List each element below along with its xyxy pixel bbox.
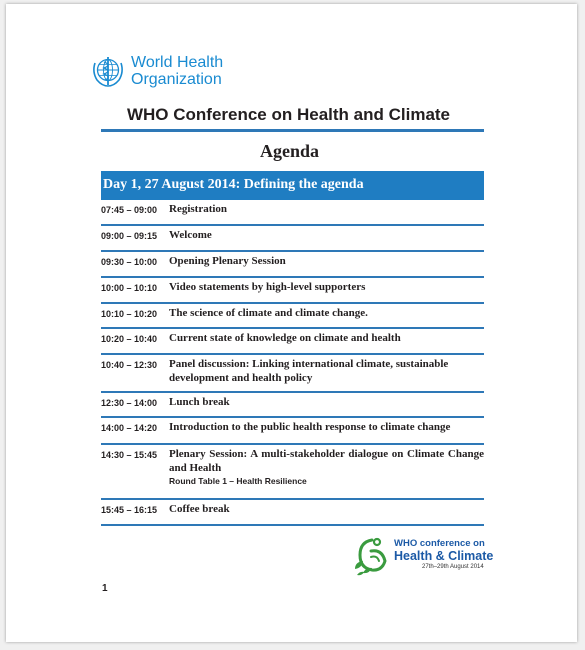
who-wordmark bbox=[131, 54, 223, 88]
agenda-title: Agenda bbox=[259, 141, 319, 161]
row-time: 09:00 – 09:15 bbox=[101, 231, 158, 241]
day-header: Day 1, 27 August 2014: Defining the agenda bbox=[101, 171, 484, 200]
agenda-row bbox=[101, 226, 484, 252]
agenda-row bbox=[101, 200, 484, 226]
row-time: 10:40 – 12:30 bbox=[101, 360, 158, 370]
row-event: Video statements by high-level supporters bbox=[169, 281, 366, 293]
row-time: 10:20 – 10:40 bbox=[101, 334, 158, 344]
row-time: 07:45 – 09:00 bbox=[101, 205, 158, 215]
agenda-row bbox=[101, 304, 484, 329]
row-event-subtitle: Round Table 1 – Health Resilience bbox=[169, 476, 307, 486]
who-wordmark-line2: Organization bbox=[131, 71, 222, 88]
row-time: 14:00 – 14:20 bbox=[101, 423, 158, 433]
agenda-row bbox=[101, 252, 484, 278]
conference-logo-dates: 27th–29th August 2014 bbox=[422, 564, 484, 570]
row-event: Opening Plenary Session bbox=[169, 255, 286, 267]
row-event: Panel discussion: Linking international climate, sustainable development and health policy bbox=[169, 358, 449, 384]
conference-logo-line2: Health & Climate bbox=[394, 549, 494, 563]
who-logo bbox=[91, 54, 223, 88]
row-event: Introduction to the public health response to climate change bbox=[169, 421, 451, 433]
row-time: 10:10 – 10:20 bbox=[101, 309, 158, 319]
row-time: 12:30 – 14:00 bbox=[101, 398, 158, 408]
agenda-row bbox=[101, 278, 484, 304]
row-time: 09:30 – 10:00 bbox=[101, 257, 158, 267]
document-page bbox=[6, 4, 577, 642]
mother-child-icon bbox=[351, 535, 391, 577]
row-time: 15:45 – 16:15 bbox=[101, 505, 158, 515]
row-event: Registration bbox=[169, 203, 228, 215]
agenda-row bbox=[101, 445, 484, 500]
row-event-text: Plenary Session: A multi-stakeholder dialogue on Climate Change and Health bbox=[169, 448, 484, 474]
row-time: 14:30 – 15:45 bbox=[101, 450, 158, 460]
row-time: 10:00 – 10:10 bbox=[101, 283, 158, 293]
conference-title: WHO Conference on Health and Climate bbox=[126, 105, 451, 124]
who-wordmark-line1: World Health bbox=[131, 54, 224, 71]
conference-logo-line1: WHO conference on bbox=[394, 538, 485, 549]
row-event: Current state of knowledge on climate and health bbox=[169, 332, 401, 344]
agenda-row bbox=[101, 393, 484, 418]
agenda-row bbox=[101, 418, 484, 445]
agenda-row bbox=[101, 500, 484, 526]
who-emblem-icon bbox=[91, 54, 125, 88]
row-event: Welcome bbox=[169, 229, 212, 241]
row-event: The science of climate and climate change. bbox=[169, 307, 368, 319]
conference-logo bbox=[351, 535, 493, 577]
agenda-row bbox=[101, 355, 484, 393]
conference-logo-text bbox=[394, 535, 493, 572]
agenda-row bbox=[101, 329, 484, 355]
row-event: Lunch break bbox=[169, 396, 230, 408]
row-event bbox=[169, 445, 484, 487]
row-event: Coffee break bbox=[169, 503, 230, 515]
title-rule bbox=[101, 129, 484, 132]
page-number: 1 bbox=[102, 583, 108, 594]
